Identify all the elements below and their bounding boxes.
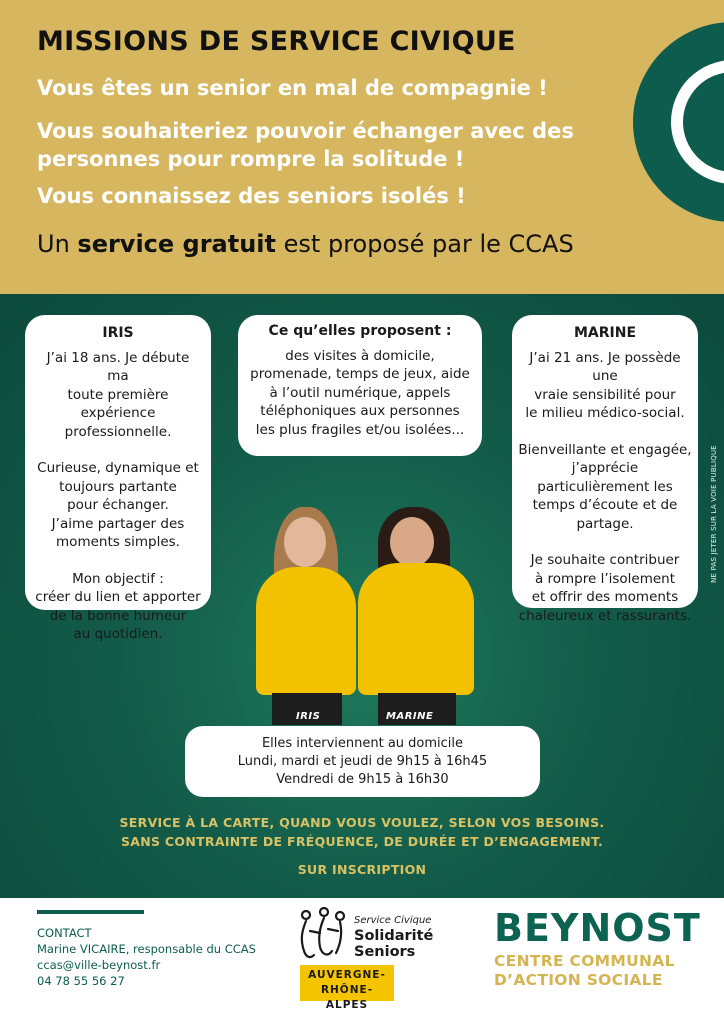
person-iris [250,505,360,725]
headline-3: Vous connaissez des seniors isolés ! [37,184,466,208]
text-line: J’ai 18 ans. Je débute ma [46,349,190,384]
contact-name: Marine VICAIRE, responsable du CCAS [37,942,256,956]
disposal-note [706,444,722,584]
card-marine-goal [518,551,692,625]
contact-heading: CONTACT [37,926,92,940]
headline-2a: Vous souhaiteriez pouvoir échanger avec des [37,119,574,143]
tagline-pre: Un [37,230,78,258]
contact-email[interactable]: ccas@ville-beynost.fr [37,958,161,972]
text-line: Bienveillante et engagée, [518,441,692,458]
beynost-logo: BEYNOST [494,906,701,950]
contact-phone[interactable]: 04 78 55 56 27 [37,974,125,988]
text-line: Mon objectif : [72,570,164,587]
service-civique-logo [296,907,456,1011]
card-marine-intro [518,349,692,423]
contact-divider [37,910,144,914]
card-offer [238,315,482,456]
text-line: Curieuse, dynamique et [37,460,199,476]
region-badge [300,965,394,1011]
text-line: J’ai 21 ans. Je possède une [529,349,681,384]
service-civique-text [354,913,433,960]
text-line: j’apprécie [571,460,639,476]
schedule-line: Lundi, mardi et jeudi de 9h15 à 16h45 [237,754,488,769]
tagline-post: est proposé par le CCAS [276,230,574,258]
card-marine-personality [518,441,692,534]
card-iris-goal [35,570,201,644]
text-line: Je souhaite contribuer [530,552,680,568]
text-line: et offrir des moments [531,589,679,605]
ccas-line: CENTRE COMMUNAL [494,952,675,970]
person-marine [358,505,478,725]
page-title: MISSIONS DE SERVICE CIVIQUE [37,26,516,57]
contact-block [37,925,256,989]
slogan-2: SANS CONTRAINTE DE FRÉQUENCE, DE DURÉE ET D’ENGAGEMENT. [120,834,604,849]
headline-2b: personnes pour rompre la solitude ! [37,147,465,171]
text-line: le milieu médico-social. [525,405,685,421]
card-marine [512,315,698,624]
region-line: AUVERGNE- [308,969,386,981]
text-line: J’aime partager des [51,515,185,532]
text-line: chaleureux et rassurants. [518,607,692,624]
disposal-note-text: NE PAS JETER SUR LA VOIE PUBLIQUE [710,445,718,583]
slogan-1: SERVICE À LA CARTE, QUAND VOUS VOULEZ, SELON VOS BESOINS. [119,815,605,830]
text-line: vraie sensibilité pour [534,386,676,403]
headline-2 [37,117,574,173]
text-line: pour échanger. [67,497,169,513]
tagline [37,230,574,258]
photo-label-iris: IRIS [296,711,321,722]
card-iris-title: IRIS [102,325,134,341]
card-iris-intro [35,349,201,442]
hoodie [358,563,474,695]
card-offer-body [248,347,472,440]
people-figures-icon [296,907,352,961]
headline-1: Vous êtes un senior en mal de compagnie ! [37,76,548,100]
text-line: les plus fragiles et/ou isolées... [255,421,465,438]
text-line: temps d’écoute et de [532,497,678,513]
text-line: téléphoniques aux personnes [260,403,460,419]
text-line: moments simples. [56,534,180,550]
card-iris-personality [35,459,201,552]
text-line: de la bonne humeur [49,607,187,624]
text-line: toute première expérience [67,386,169,421]
photo-label-marine: MARINE [386,711,434,722]
text-line: au quotidien. [73,626,163,642]
text-line: professionnelle. [64,423,172,440]
card-iris [25,315,211,642]
ccas-subtitle [494,952,675,990]
text-line: partage. [576,515,634,532]
logo-line: Solidarité [354,928,434,944]
text-line: promenade, temps de jeux, aide [250,366,470,382]
text-line: à rompre l’isolement [534,570,676,587]
slogan-registration: SUR INSCRIPTION [297,862,427,877]
text-line: créer du lien et apporter [35,589,201,605]
region-line: RHÔNE-ALPES [320,984,374,1011]
schedule-line: Vendredi de 9h15 à 16h30 [276,772,449,787]
card-marine-title: MARINE [573,325,637,341]
face [284,517,326,567]
schedule-box [185,726,540,797]
header-band [0,0,724,294]
schedule-line: Elles interviennent au domicile [261,736,464,751]
ccas-line: D’ACTION SOCIALE [494,971,663,989]
text-line: à l’outil numérique, appels [269,384,451,401]
logo-line: Seniors [354,944,416,960]
text-line: des visites à domicile, [285,347,435,364]
hoodie [256,567,356,695]
volunteers-photo [250,505,480,725]
tagline-bold: service gratuit [77,230,277,258]
text-line: toujours partante [59,478,177,495]
card-offer-title: Ce qu’elles proposent : [268,323,452,339]
text-line: particulièrement les [537,478,673,495]
face [390,517,434,567]
logo-line: Service Civique [354,915,432,926]
